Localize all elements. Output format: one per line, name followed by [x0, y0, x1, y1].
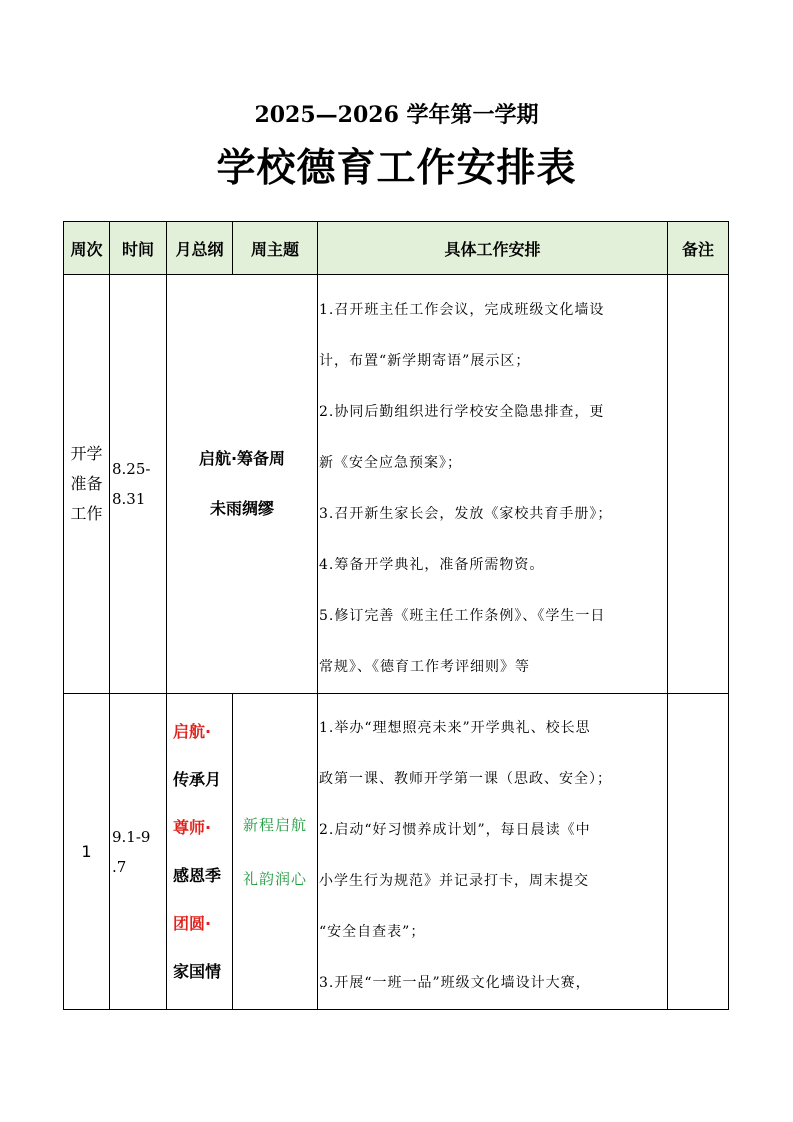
week-line: 准备 [70, 474, 103, 493]
column-header-note: 备注 [668, 222, 729, 275]
time-cell [110, 275, 167, 694]
month-theme-highlight: 团圆· [173, 913, 212, 933]
document-subtitle: 2025—2026 学年第一学期 [254, 102, 539, 128]
plan-cell [318, 275, 668, 694]
schedule-table [63, 221, 729, 1010]
month-theme-line [173, 804, 232, 852]
plan-line: 3.召开新生家长会，发放《家校共育手册》； [319, 506, 613, 522]
month-theme-text: 家国情 [173, 961, 222, 981]
column-header-time: 时间 [110, 222, 167, 275]
month-theme-text: 感恩季 [173, 865, 222, 885]
month-theme-line [173, 948, 232, 996]
month-theme-highlight: 启航· [173, 721, 212, 741]
theme-line: 未雨绸缪 [209, 499, 274, 518]
theme-cell [167, 275, 318, 694]
note-cell [668, 275, 729, 694]
week-topic-line: 新程启航 [242, 815, 307, 834]
month-theme-text: 传承月 [173, 769, 222, 789]
plan-line: 3.开展“一班一品”班级文化墙设计大赛， [319, 975, 591, 991]
month-theme-line [173, 852, 232, 900]
week-cell [64, 275, 110, 694]
plan-line: 新《安全应急预案》； [319, 455, 462, 471]
column-header-month-theme: 月总纲 [167, 222, 233, 275]
month-theme-line [173, 708, 232, 756]
table-header-row [64, 222, 729, 275]
time-line: 8.31 [112, 490, 146, 508]
plan-line: 2.协同后勤组织进行学校安全隐患排查，更 [319, 404, 605, 420]
document-title: 学校德育工作安排表 [216, 145, 577, 191]
plan-line: 5.修订完善《班主任工作条例》、《学生一日 [319, 608, 606, 624]
column-header-week: 周次 [64, 222, 110, 275]
month-theme-highlight: 尊师· [173, 817, 212, 837]
time-cell [110, 694, 167, 1010]
table-row [64, 275, 729, 694]
note-cell [668, 694, 729, 1010]
week-line: 工作 [70, 504, 103, 523]
plan-line: 计，布置“新学期寄语”展示区； [319, 353, 531, 369]
time-line: 8.25- [112, 460, 151, 478]
month-theme-line [173, 756, 232, 804]
plan-line: “安全自查表”； [319, 924, 426, 940]
plan-line: 1.举办“理想照亮未来”开学典礼、校长思 [319, 720, 591, 736]
time-line: .7 [112, 857, 127, 876]
column-header-plan: 具体工作安排 [318, 222, 668, 275]
week-topic-line: 礼韵润心 [242, 869, 307, 888]
time-line: 9.1-9 [112, 827, 151, 846]
plan-cell [318, 694, 668, 1010]
week-topic-cell [233, 694, 318, 1010]
plan-line: 政第一课、教师开学第一课（思政、安全）； [319, 771, 612, 787]
week-line: 开学 [70, 444, 103, 463]
theme-line: 启航·筹备周 [198, 449, 286, 468]
week-cell: 1 [64, 694, 110, 1010]
month-theme-line [173, 900, 232, 948]
month-theme-cell [167, 694, 233, 1010]
column-header-week-topic: 周主题 [233, 222, 318, 275]
plan-line: 2.启动“好习惯养成计划”，每日晨读《中 [319, 822, 591, 838]
plan-line: 常规》、《德育工作考评细则》等 [319, 659, 530, 675]
plan-line: 小学生行为规范》并记录打卡，周末提交 [319, 873, 589, 889]
plan-line: 1.召开班主任工作会议，完成班级文化墙设 [319, 302, 605, 318]
table-row [64, 694, 729, 1010]
plan-line: 4.筹备开学典礼，准备所需物资。 [319, 557, 545, 573]
